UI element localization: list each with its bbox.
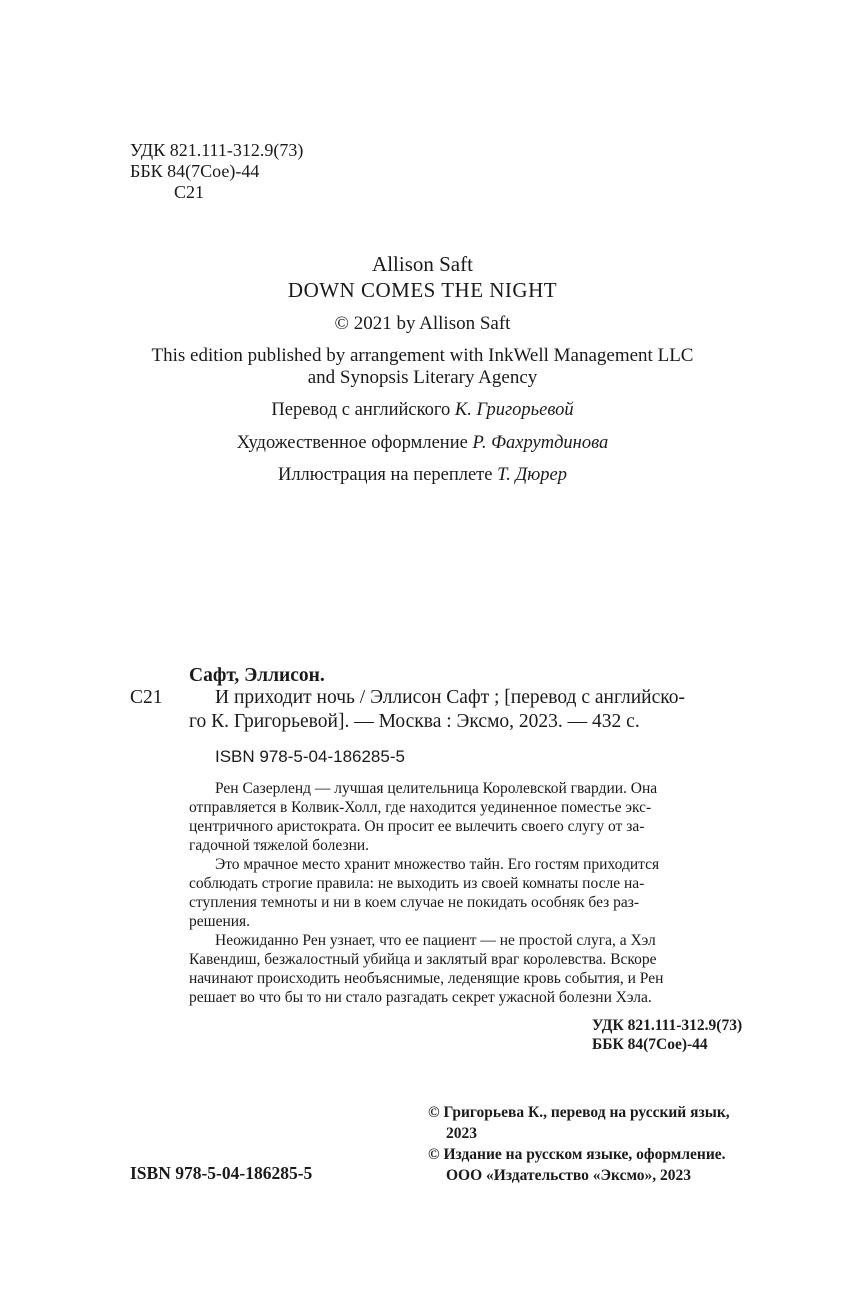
credit-translator-label: Перевод с английского	[271, 400, 455, 420]
top-udk: УДК 821.111-312.9(73)	[130, 140, 304, 160]
original-copyright: © 2021 by Allison Saft	[334, 313, 511, 334]
catalog-line-1: И приходит ночь / Эллисон Сафт ; [перевод с английско-	[215, 687, 685, 708]
credit-translator-name: К. Григорьевой	[454, 400, 574, 420]
annotation	[189, 779, 762, 1007]
catalog-isbn: ISBN 978-5-04-186285-5	[215, 747, 405, 766]
top-author-mark: С21	[174, 182, 205, 202]
text-line: гадочной тяжелой болезни.	[189, 837, 370, 854]
annotation-paragraph-2	[189, 855, 762, 931]
text-line: центричного аристократа. Он просит ее вылечить своего слугу от за-	[189, 818, 645, 835]
credit-illustrator-label: Иллюстрация на переплете	[277, 465, 498, 485]
credit-designer-name: Р. Фахрутдинова	[472, 433, 609, 453]
rights-edition-line-2: ООО «Издательство «Эксмо», 2023	[446, 1167, 692, 1184]
text-line: Рен Сазерленд — лучшая целительница Королевской гвардии. Она	[215, 780, 658, 797]
text-line: соблюдать строгие правила: не выходить из своей комнаты после на-	[189, 875, 645, 892]
text-line: Кавендиш, безжалостный убийца и заклятый враг королевства. Вскоре	[189, 951, 657, 968]
bottom-udk: УДК 821.111-312.9(73)	[592, 1017, 743, 1034]
catalog-mark: С21	[130, 687, 163, 708]
credit-designer	[0, 432, 845, 454]
text-line: начинают происходить необъяснимые, леденящие кровь события, и Рен	[189, 970, 664, 987]
edition-line-1: This edition published by arrangement with InkWell Management LLC	[151, 345, 694, 366]
text-line: решения.	[189, 913, 251, 930]
credit-illustrator	[0, 464, 845, 486]
text-line: Неожиданно Рен узнает, что ее пациент — не простой слуга, а Хэл	[215, 932, 656, 949]
rights-translation-line-2: 2023	[446, 1125, 477, 1142]
credit-illustrator-name: Т. Дюрер	[497, 465, 568, 485]
credit-designer-label: Художественное оформление	[236, 433, 473, 453]
rights-translation-line-1: © Григорьева К., перевод на русский язык,	[428, 1104, 730, 1121]
catalog-author-heading: Сафт, Эллисон.	[189, 665, 325, 686]
top-bbk: ББК 84(7Сое)-44	[130, 161, 260, 181]
credit-translator	[0, 399, 845, 421]
original-author: Allison Saft	[372, 252, 473, 276]
annotation-paragraph-1	[189, 779, 762, 855]
text-line: отправляется в Колвик-Холл, где находится уединенное поместье экс-	[189, 799, 652, 816]
text-line: решает во что бы то ни стало разгадать секрет ужасной болезни Хэла.	[189, 989, 652, 1006]
original-title: DOWN COMES THE NIGHT	[287, 278, 558, 302]
text-line: ступления темноты и ни в коем случае не покидать особняк без раз-	[189, 894, 640, 911]
footer-isbn: ISBN 978-5-04-186285-5	[130, 1163, 313, 1183]
text-line: Это мрачное место хранит множество тайн. Его гостям приходится	[215, 856, 660, 873]
bottom-bbk: ББК 84(7Сое)-44	[592, 1036, 708, 1053]
edition-line-2: and Synopsis Literary Agency	[307, 367, 538, 388]
rights-edition-line-1: © Издание на русском языке, оформление.	[428, 1146, 726, 1163]
annotation-paragraph-3	[189, 931, 762, 1007]
catalog-line-2: го К. Григорьевой]. — Москва : Эксмо, 2023. — 432 с.	[189, 711, 640, 732]
